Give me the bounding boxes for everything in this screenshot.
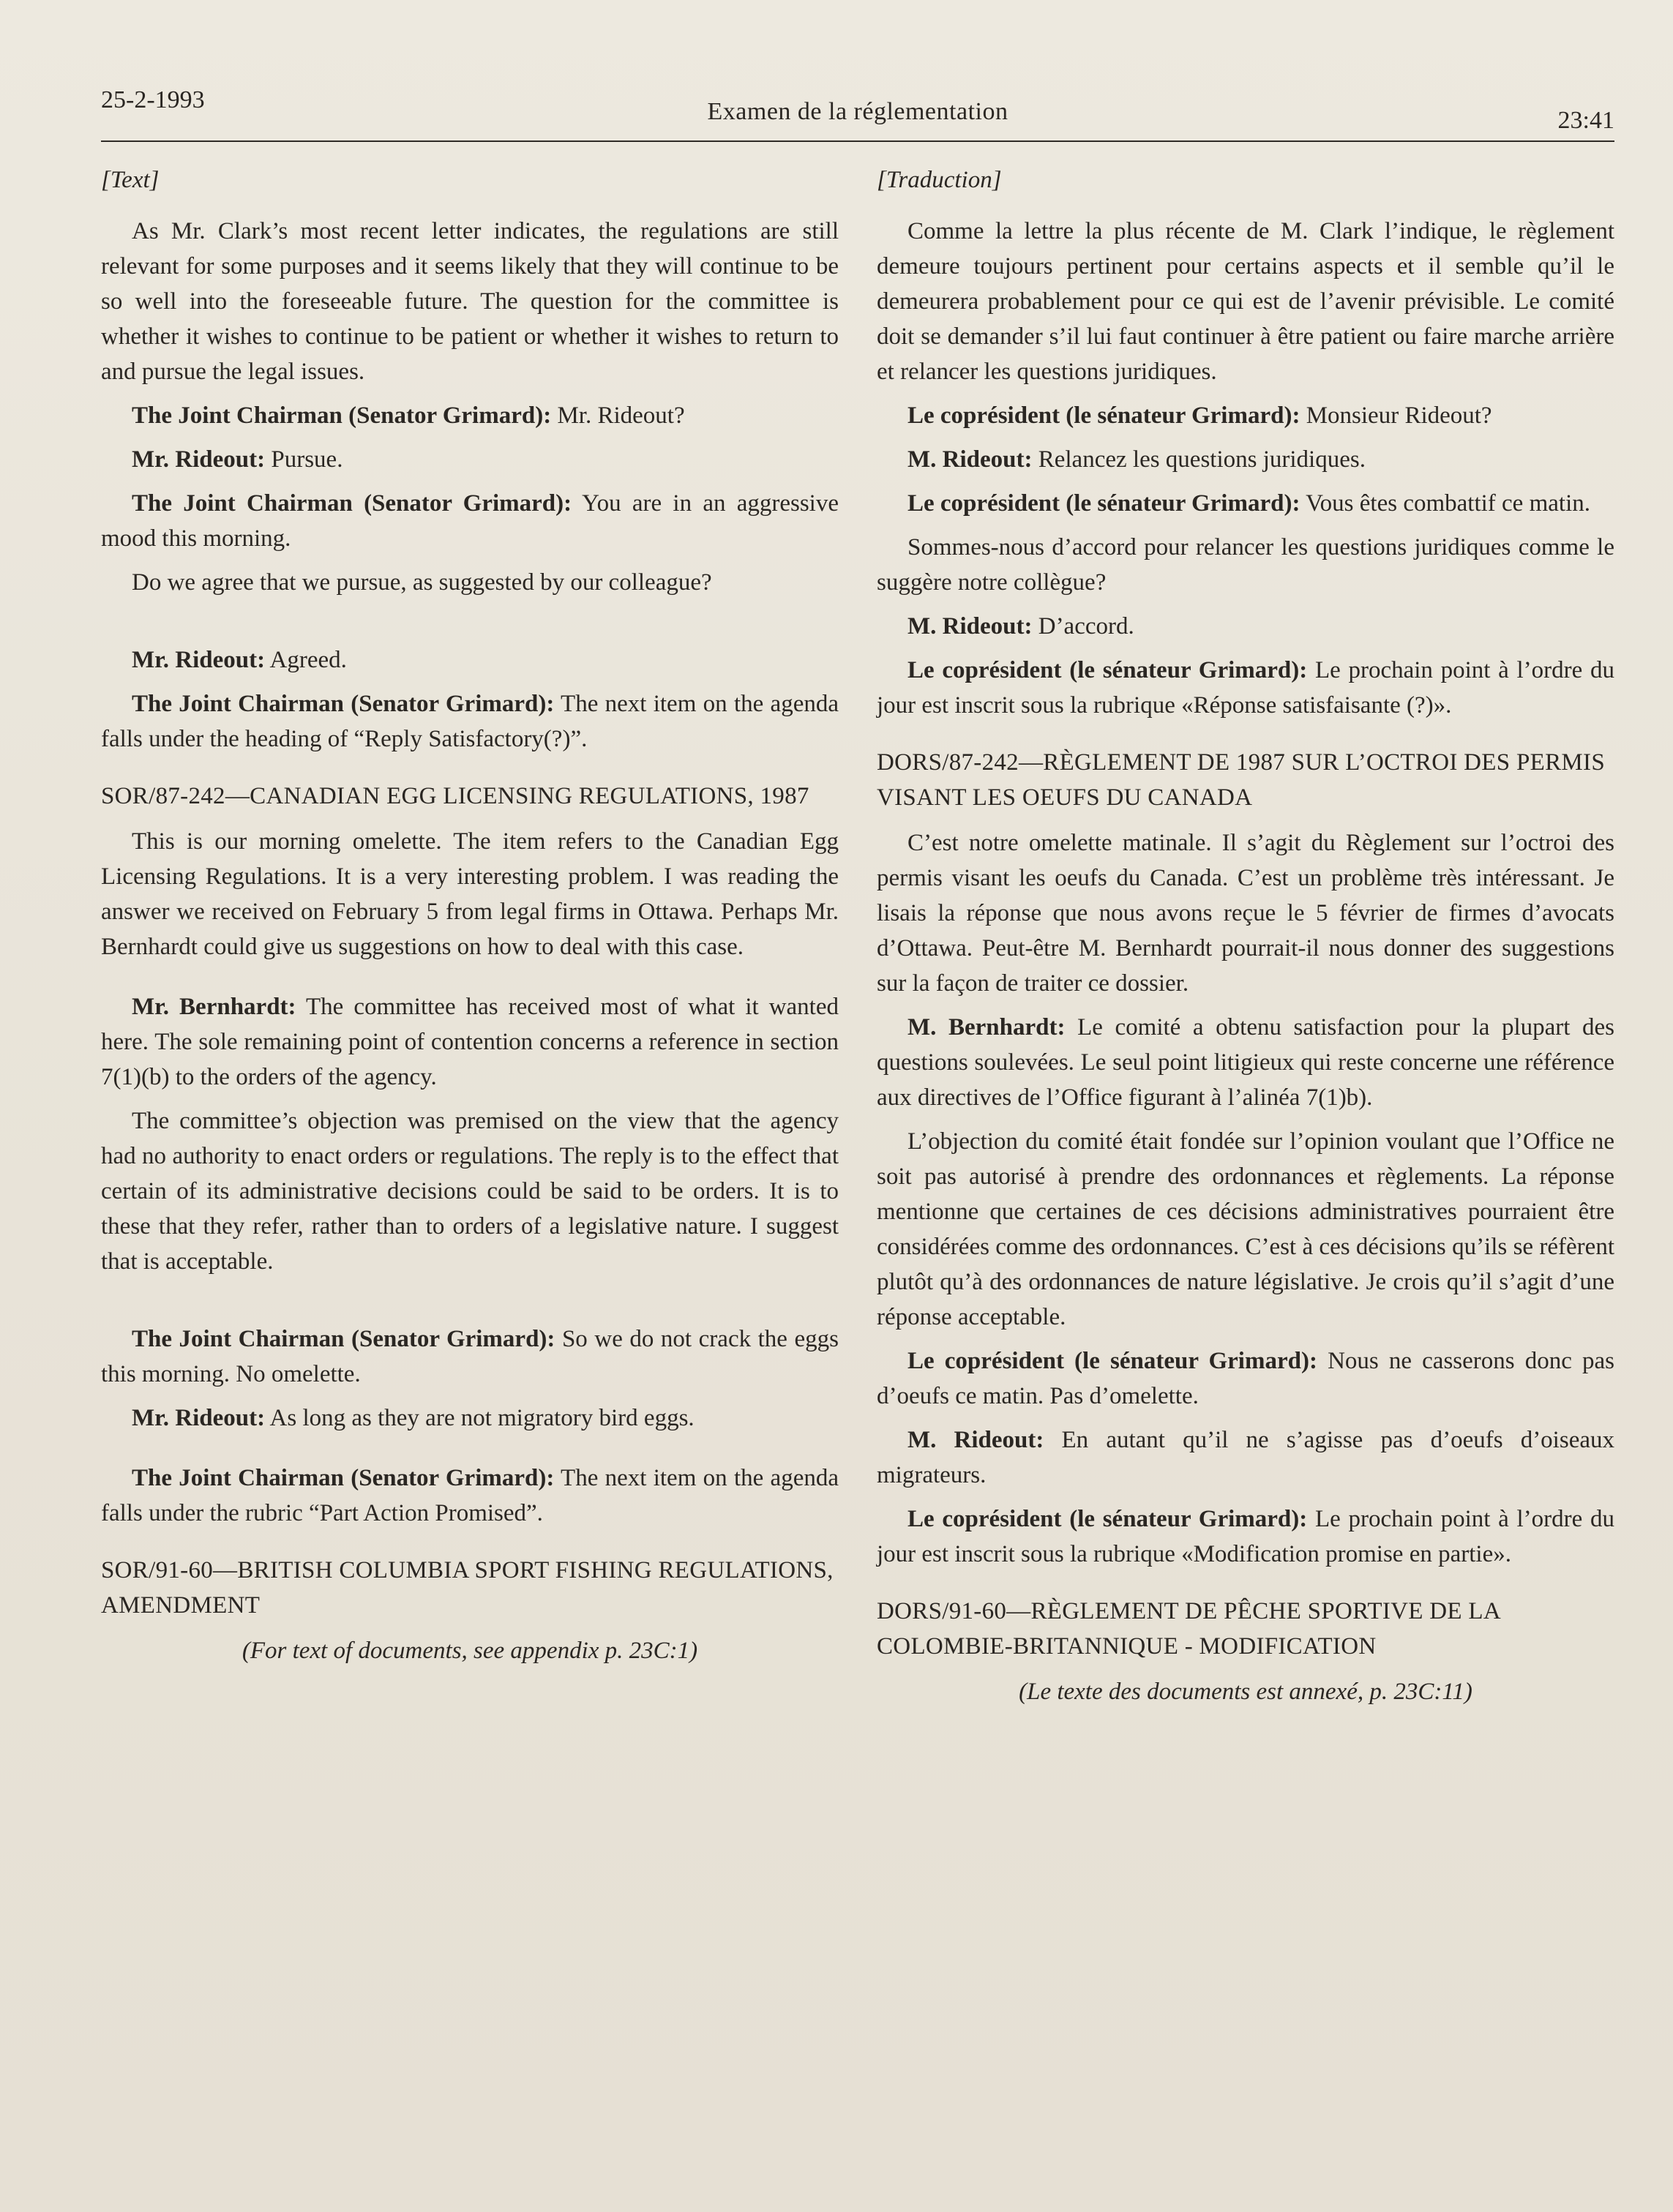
speaker-name: The Joint Chairman (Senator Grimard): [132,691,555,717]
speaker-name: Le coprésident (le sénateur Grimard): [907,657,1308,683]
paragraph: The committee’s objection was premised on the view that the agency had no authority to enact orders or regulations. The reply is to the effect that certain of its administrative decisions could be said to be orders. It is to these that they refer, rather than to orders of a legislative nature. I suggest that is acceptable. [101,1108,839,1275]
speaker-name: Le coprésident (le sénateur Grimard): [907,1348,1317,1374]
speaker-paragraph [101,1321,839,1392]
section-heading: DORS/87-242—RÈGLEMENT DE 1987 SUR L’OCTROI DES PERMIS VISANT LES OEUFS DU CANADA [877,749,1605,811]
speaker-name: Mr. Rideout: [132,647,266,673]
speaker-paragraph [877,1343,1614,1414]
speaker-name: M. Rideout: [907,613,1033,640]
speaker-paragraph [101,442,839,477]
speaker-text: As long as they are not migratory bird eggs. [265,1405,695,1431]
section-heading: SOR/87-242—CANADIAN EGG LICENSING REGULATIONS, 1987 [101,783,809,809]
appendix-note: (Le texte des documents est annexé, p. 23C:11) [1019,1679,1472,1705]
section-heading: DORS/91-60—RÈGLEMENT DE PÊCHE SPORTIVE DE LA COLOMBIE-BRITANNIQUE - MODIFICATION [877,1598,1500,1660]
speaker-name: M. Bernhardt: [907,1014,1066,1041]
paragraph: As Mr. Clark’s most recent letter indicates, the regulations are still relevant for some purposes and it seems likely that they will continue to be so well into the foreseeable future. The question for the committee is whether it wishes to continue to be patient or whether it wishes to return to and pursue the legal issues. [101,218,839,385]
speaker-name: The Joint Chairman (Senator Grimard): [132,1326,555,1352]
speaker-name: Mr. Rideout: [132,1405,266,1431]
speaker-paragraph [877,442,1614,477]
speaker-text: Agreed. [265,647,347,673]
speaker-paragraph [877,653,1614,723]
speaker-paragraph [877,398,1614,433]
speaker-paragraph [101,686,839,757]
speaker-paragraph [877,486,1614,521]
speaker-text: D’accord. [1032,613,1134,640]
speaker-text: Mr. Rideout? [551,402,685,429]
speaker-name: The Joint Chairman (Senator Grimard): [132,402,552,429]
speaker-paragraph [877,1010,1614,1115]
paragraph: L’objection du comité était fondée sur l’opinion voulant que l’Office ne soit pas autorisé à prendre des ordonnances et règlements. La réponse mentionne que certaines de ces décisions administratives pourraient être considérées comme des ordonnances. C’est à ces décisions qu’ils se réfèrent plutôt qu’à des ordonnances de nature législative. Je crois qu’il s’agit d’une réponse acceptable. [877,1128,1614,1330]
translation-tag: [Traduction] [877,167,1002,193]
speaker-name: Le coprésident (le sénateur Grimard): [907,1506,1308,1532]
speaker-text: Le comité a obtenu satisfaction pour la plupart des questions soulevées. Le seul point litigieux qui reste concerne une référence aux directives de l’Office figurant à l’alinéa 7(1)b). [877,1014,1615,1111]
speaker-text: The committee has received most of what it wanted here. The sole remaining point of contention concerns a reference in section 7(1)(b) to the orders of the agency. [101,994,839,1090]
speaker-text: Nous ne casserons donc pas d’oeufs ce matin. Pas d’omelette. [877,1348,1614,1409]
appendix-note: (For text of documents, see appendix p. 23C:1) [242,1638,698,1664]
speaker-text: The next item on the agenda falls under the heading of “Reply Satisfactory(?)”. [101,691,839,752]
speaker-text: Monsieur Rideout? [1300,402,1492,429]
paragraph: Sommes-nous d’accord pour relancer les questions juridiques comme le suggère notre collègue? [877,534,1614,596]
speaker-text: Le prochain point à l’ordre du jour est inscrit sous la rubrique «Réponse satisfaisante (?)». [877,657,1614,719]
paragraph: This is our morning omelette. The item refers to the Canadian Egg Licensing Regulations. It is a very interesting problem. I was reading the answer we received on February 5 from legal firms in Ottawa. Perhaps Mr. Bernhardt could give us suggestions on how to deal with this case. [101,828,839,960]
left-column [101,162,839,1677]
speaker-name: The Joint Chairman (Senator Grimard): [132,490,572,517]
speaker-name: Le coprésident (le sénateur Grimard): [907,402,1300,429]
speaker-paragraph [877,1501,1614,1572]
speaker-text: Relancez les questions juridiques. [1032,446,1366,473]
section-heading: SOR/91-60—BRITISH COLUMBIA SPORT FISHING REGULATIONS, AMENDMENT [101,1557,834,1619]
header-page-number: 23:41 [1557,107,1614,134]
speaker-name: Le coprésident (le sénateur Grimard): [907,490,1300,517]
speaker-name: The Joint Chairman (Senator Grimard): [132,1465,555,1491]
speaker-name: Mr. Rideout: [132,446,266,473]
speaker-paragraph [101,398,839,433]
page-header [101,82,1614,142]
speaker-paragraph [101,1461,839,1531]
speaker-text: The next item on the agenda falls under the rubric “Part Action Promised”. [101,1465,839,1526]
speaker-paragraph [877,609,1614,644]
speaker-text: Le prochain point à l’ordre du jour est inscrit sous la rubrique «Modification promise en partie». [877,1506,1614,1567]
speaker-paragraph [101,1401,839,1436]
speaker-paragraph [101,486,839,556]
speaker-text: Pursue. [265,446,343,473]
text-tag: [Text] [101,167,160,193]
speaker-text: En autant qu’il ne s’agisse pas d’oeufs d’oiseaux migrateurs. [877,1427,1614,1488]
speaker-text: So we do not crack the eggs this morning. No omelette. [101,1326,839,1387]
paragraph: C’est notre omelette matinale. Il s’agit du Règlement sur l’octroi des permis visant les oeufs du Canada. C’est un problème très intéressant. Je lisais la réponse que nous avons reçue le 5 février de firmes d’avocats d’Ottawa. Peut-être M. Bernhardt pourrait-il nous donner des suggestions sur la façon de traiter ce dossier. [877,830,1614,997]
speaker-name: M. Rideout: [907,446,1033,473]
speaker-name: Mr. Bernhardt: [132,994,296,1020]
paragraph: Comme la lettre la plus récente de M. Clark l’indique, le règlement demeure toujours pertinent pour certains aspects et il semble qu’il le demeurera probablement pour ce qui est de l’avenir prévisible. Le comité doit se demander s’il lui faut continuer à être patient ou faire marche arrière et relancer les questions juridiques. [877,218,1614,385]
speaker-paragraph [877,1422,1614,1493]
speaker-paragraph [101,642,839,678]
speaker-text: Vous êtes combattif ce matin. [1300,490,1590,517]
paragraph: Do we agree that we pursue, as suggested by our colleague? [132,569,712,596]
speaker-name: M. Rideout: [907,1427,1044,1453]
speaker-paragraph [101,989,839,1095]
header-title: Examen de la réglementation [707,98,1008,125]
speaker-text: You are in an aggressive mood this morning. [101,490,839,552]
header-date: 25-2-1993 [101,86,205,113]
right-column [877,162,1614,1718]
